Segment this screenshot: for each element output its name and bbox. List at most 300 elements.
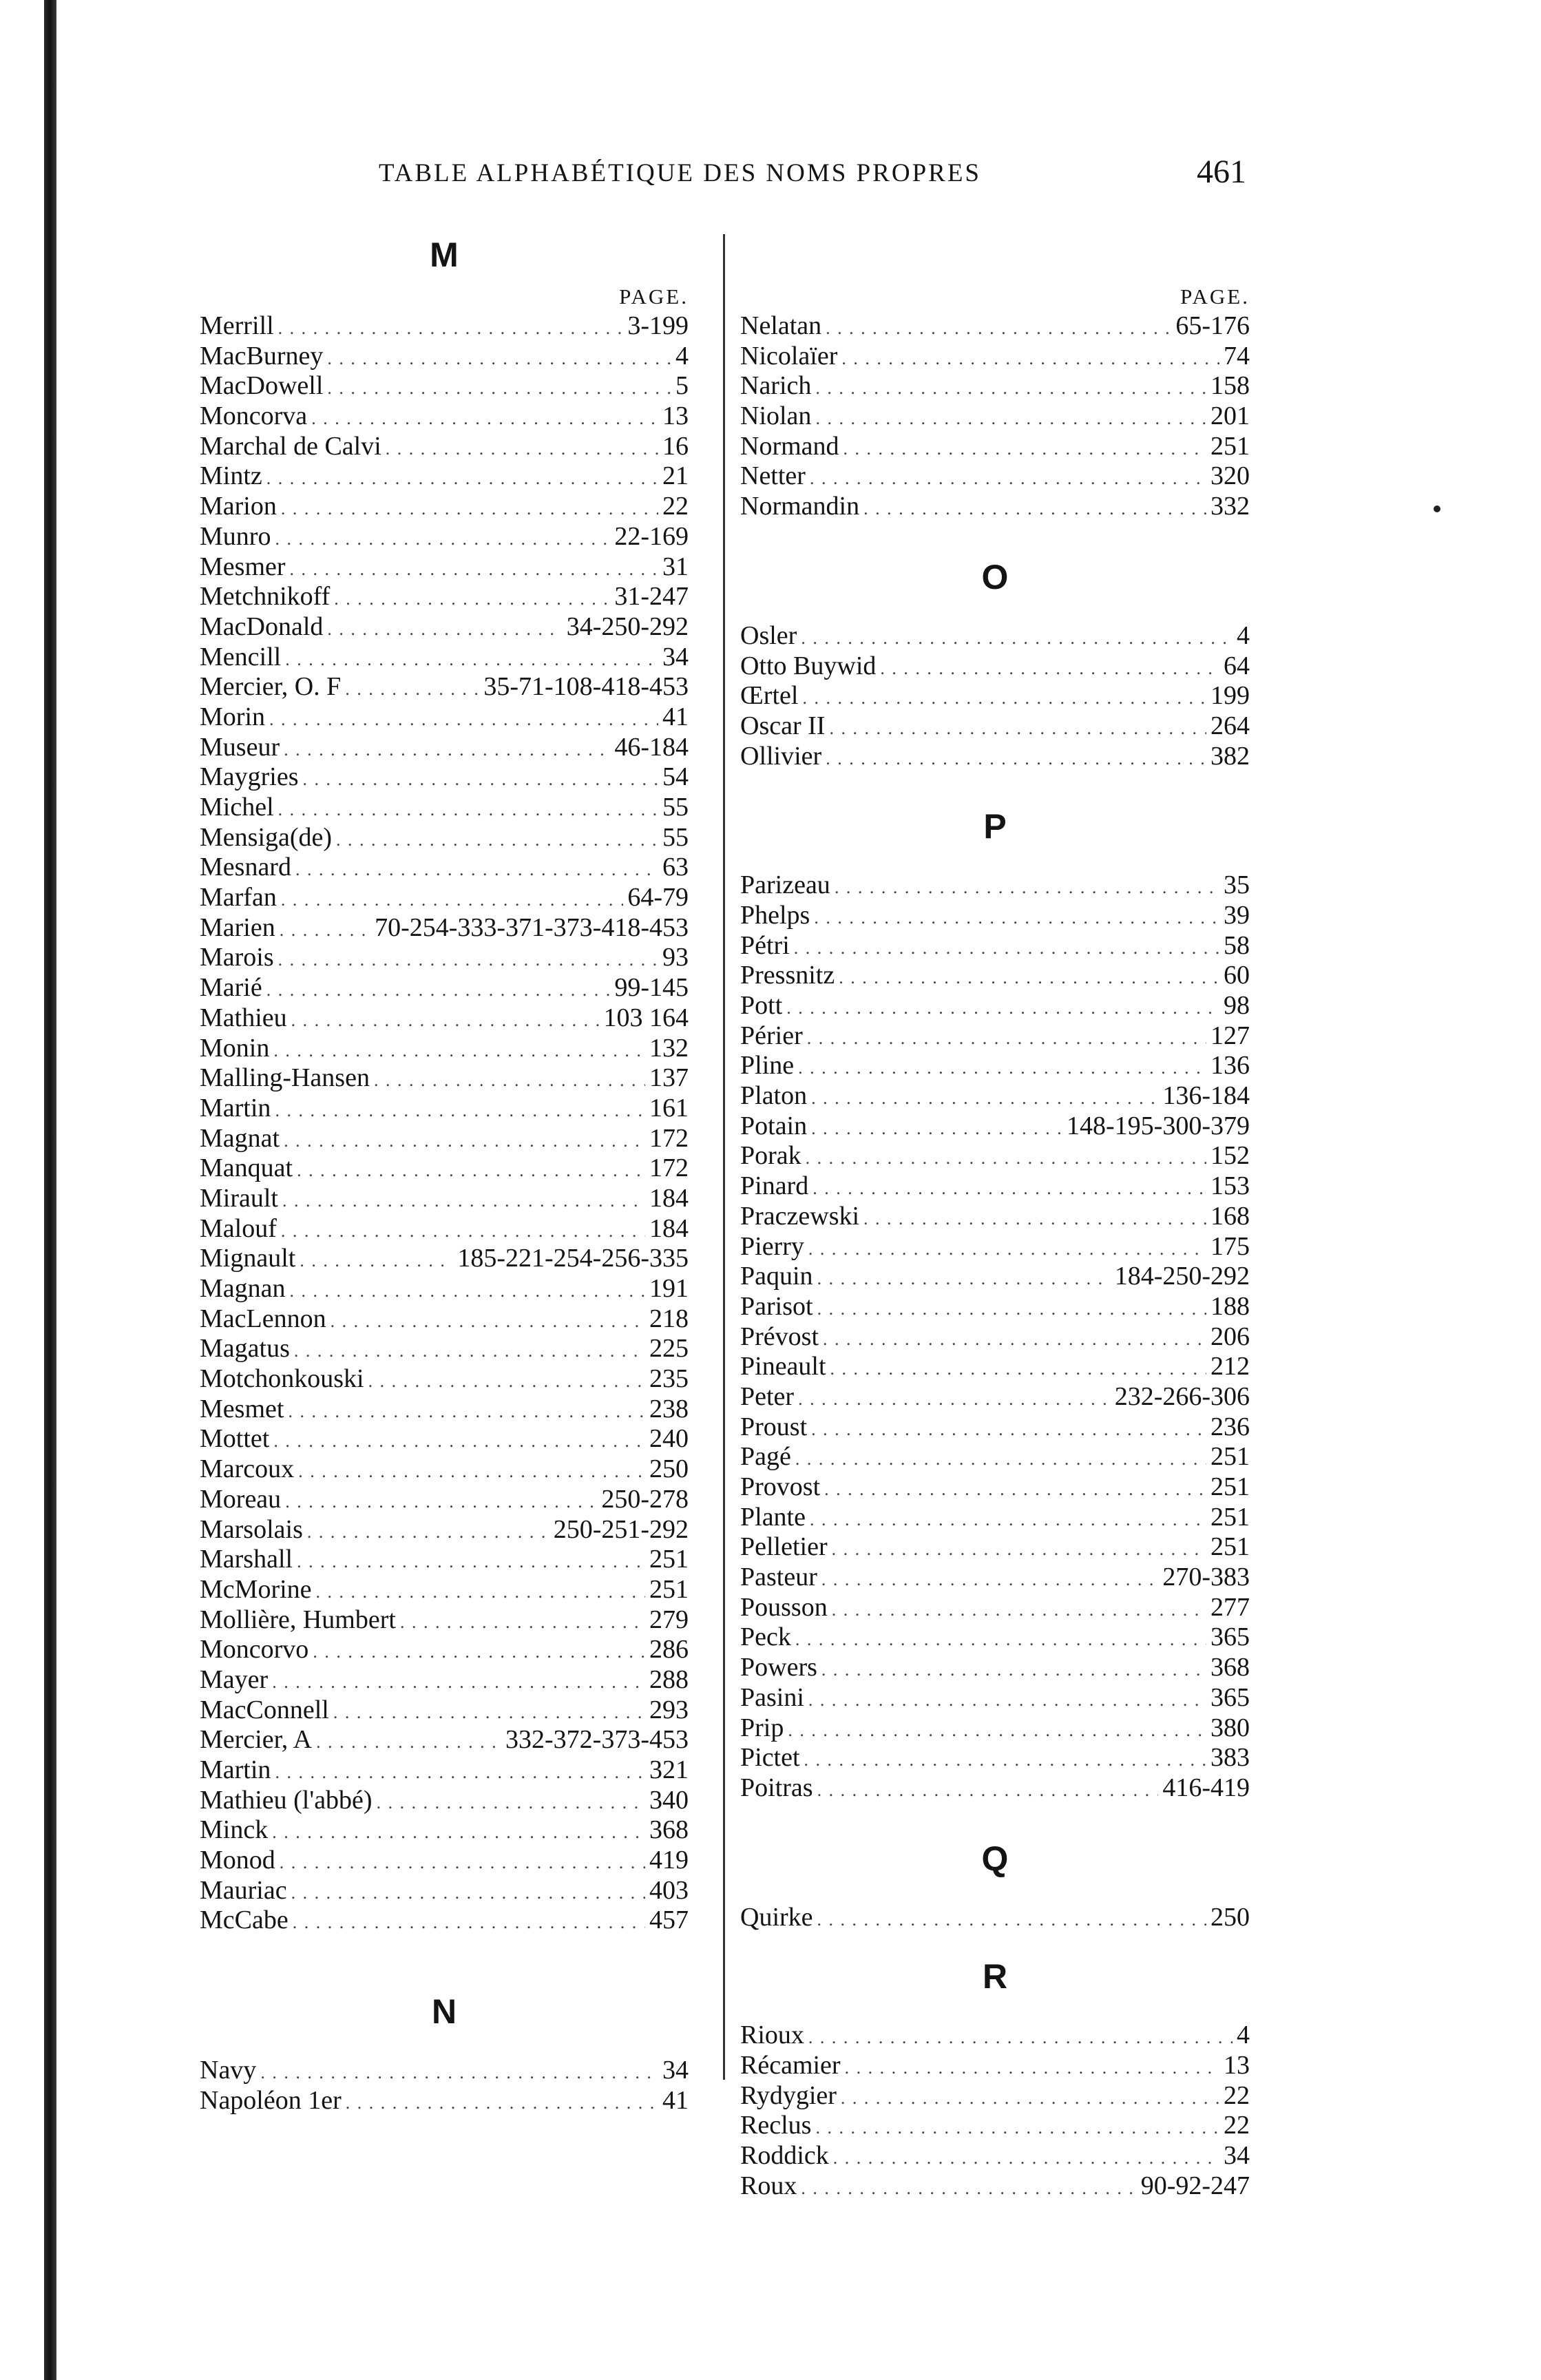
index-entry — [200, 1154, 689, 1184]
index-entry — [200, 1846, 689, 1876]
entry-pages: 251 — [1210, 1532, 1250, 1562]
index-entry — [200, 1725, 689, 1755]
dot-leader — [272, 1667, 645, 1698]
dot-leader — [808, 2023, 1233, 2053]
entry-name: Périer — [740, 1021, 803, 1050]
dot-leader — [835, 873, 1219, 903]
entry-pages: 31-247 — [614, 582, 689, 612]
entry-pages: 55 — [662, 793, 689, 822]
dot-leader — [833, 2143, 1219, 2173]
index-entry — [740, 1051, 1250, 1081]
dot-leader — [281, 494, 658, 524]
dot-leader — [285, 1487, 597, 1517]
entry-pages: 93 — [662, 943, 689, 972]
entry-name: Malouf — [200, 1213, 277, 1243]
entry-pages: 41 — [662, 2085, 689, 2115]
entry-name: Museur — [200, 732, 280, 762]
dot-leader — [334, 584, 610, 614]
entry-pages: 46-184 — [614, 732, 689, 762]
entry-name: Pierry — [740, 1231, 804, 1261]
index-entry — [740, 371, 1250, 401]
entry-name: Proust — [740, 1412, 808, 1441]
entry-pages: 41 — [662, 702, 689, 731]
dot-leader — [298, 1457, 645, 1487]
index-entry — [740, 2171, 1250, 2202]
entry-name: Pott — [740, 991, 783, 1020]
entry-name: Mirault — [200, 1183, 278, 1213]
index-entry — [740, 2051, 1250, 2081]
column-divider — [723, 234, 725, 2080]
entry-pages: 380 — [1210, 1713, 1250, 1742]
entry-pages: 64-79 — [627, 883, 689, 912]
index-entry — [200, 1304, 689, 1335]
index-entry — [200, 522, 689, 552]
index-entry — [200, 853, 689, 883]
index-entry — [740, 1232, 1250, 1262]
index-entry — [740, 401, 1250, 432]
dot-leader — [278, 795, 658, 825]
entry-pages: 34 — [662, 2056, 689, 2085]
index-entry — [740, 1622, 1250, 1653]
entry-name: Parizeau — [740, 870, 830, 900]
index-entry — [740, 1171, 1250, 1202]
entry-pages: 184-250-292 — [1114, 1262, 1250, 1291]
entry-name: Narich — [740, 371, 812, 401]
entry-pages: 279 — [649, 1605, 689, 1634]
index-entry — [740, 621, 1250, 651]
dot-leader — [275, 524, 610, 554]
index-entry — [200, 612, 689, 643]
index-entry — [740, 1141, 1250, 1171]
dot-leader — [807, 1023, 1206, 1054]
entry-name: Mottet — [200, 1424, 270, 1454]
page-binding-edge — [44, 0, 56, 2380]
index-entry — [200, 1515, 689, 1545]
dot-leader — [798, 1384, 1111, 1415]
entry-pages: 251 — [1210, 1442, 1250, 1472]
index-entry — [740, 1322, 1250, 1353]
dot-leader — [811, 1415, 1206, 1445]
entry-pages: 55 — [662, 822, 689, 852]
dot-leader — [295, 855, 658, 885]
index-entry — [200, 1364, 689, 1395]
entry-pages: 98 — [1224, 991, 1250, 1020]
dot-leader — [817, 1775, 1159, 1806]
index-entry — [740, 1743, 1250, 1773]
entry-pages: 90-92-247 — [1140, 2171, 1250, 2200]
entry-name: Malling-Hansen — [200, 1063, 370, 1093]
entry-name: Munro — [200, 521, 271, 551]
index-entry — [200, 1815, 689, 1846]
dot-leader — [275, 1096, 645, 1126]
entry-pages: 13 — [662, 401, 689, 431]
dot-leader — [297, 1156, 645, 1186]
index-entry — [200, 883, 689, 913]
entry-pages: 31 — [662, 552, 689, 581]
entry-pages: 64 — [1224, 651, 1250, 680]
entry-pages: 251 — [649, 1545, 689, 1574]
entry-name: Rydygier — [740, 2080, 837, 2110]
dot-leader — [845, 2053, 1219, 2083]
dot-leader — [795, 1625, 1206, 1655]
entry-name: Marchal de Calvi — [200, 431, 381, 461]
entry-pages: 34 — [1224, 2141, 1250, 2170]
dot-leader — [815, 404, 1206, 434]
entry-pages: 206 — [1210, 1322, 1250, 1351]
entry-pages: 99-145 — [614, 973, 689, 1003]
entry-pages: 172 — [649, 1154, 689, 1183]
index-entry — [200, 672, 689, 702]
dot-leader — [810, 463, 1206, 494]
dot-leader — [829, 713, 1206, 744]
index-entry — [200, 1094, 689, 1124]
entry-pages: 161 — [649, 1093, 689, 1123]
index-entry — [740, 1472, 1250, 1503]
entry-name: Marien — [200, 912, 275, 942]
entry-pages: 250 — [1210, 1902, 1250, 1932]
index-entry — [740, 2141, 1250, 2171]
dot-leader — [841, 344, 1219, 374]
entry-pages: 158 — [1210, 371, 1250, 401]
entry-name: Mathieu (l'abbé) — [200, 1785, 373, 1815]
entry-pages: 54 — [662, 762, 689, 792]
entry-pages: 34-250-292 — [566, 612, 689, 641]
index-entry — [200, 311, 689, 342]
dot-leader — [814, 903, 1219, 933]
index-entry — [200, 1665, 689, 1695]
entry-pages: 152 — [1210, 1141, 1250, 1171]
dot-leader — [291, 1005, 600, 1036]
entry-name: Potain — [740, 1111, 808, 1140]
index-entry — [740, 1352, 1250, 1382]
entry-name: Manquat — [200, 1154, 293, 1183]
index-entry — [200, 1063, 689, 1094]
entry-name: Mayer — [200, 1664, 269, 1694]
page-number: 461 — [1197, 154, 1246, 190]
entry-name: MacLennon — [200, 1304, 326, 1333]
ink-speck — [1434, 505, 1440, 512]
index-entry — [200, 371, 689, 401]
dot-leader — [826, 313, 1171, 344]
entry-name: Monod — [200, 1846, 275, 1875]
entry-name: Pasini — [740, 1682, 804, 1712]
entry-pages: 368 — [649, 1815, 689, 1845]
entry-pages: 235 — [649, 1364, 689, 1394]
dot-leader — [285, 645, 658, 675]
dot-leader — [374, 1065, 645, 1096]
entry-name: Peck — [740, 1622, 791, 1652]
entry-name: Normand — [740, 431, 839, 461]
index-entry — [200, 1124, 689, 1154]
entry-name: Roddick — [740, 2141, 829, 2170]
entry-name: Normandin — [740, 492, 860, 521]
index-entry — [740, 1773, 1250, 1804]
entry-name: Mathieu — [200, 1003, 287, 1032]
section-letter-p: P — [983, 807, 1007, 846]
entry-name: Metchnikoff — [200, 582, 331, 612]
index-entry — [740, 711, 1250, 742]
entry-name: Merrill — [200, 311, 274, 340]
entry-list-n — [200, 2056, 689, 2116]
entry-name: Moreau — [200, 1484, 282, 1514]
dot-leader — [278, 945, 658, 975]
dot-leader — [801, 2173, 1136, 2204]
dot-leader — [273, 1426, 645, 1457]
dot-leader — [821, 1565, 1158, 1595]
dot-leader — [280, 915, 370, 946]
entry-pages: 136-184 — [1162, 1081, 1250, 1111]
entry-name: Récamier — [740, 2050, 841, 2080]
entry-pages: 39 — [1224, 900, 1250, 930]
entry-name: Otto Buywid — [740, 651, 877, 680]
entry-name: MacBurney — [200, 341, 324, 370]
dot-leader — [313, 1637, 645, 1667]
index-entry — [740, 1532, 1250, 1563]
entry-pages: 457 — [649, 1906, 689, 1935]
index-entry — [740, 651, 1250, 682]
entry-pages: 137 — [649, 1063, 689, 1093]
dot-leader — [336, 825, 658, 855]
entry-name: Rioux — [740, 2021, 804, 2050]
page-column-label: PAGE. — [1180, 284, 1250, 309]
index-entry — [200, 762, 689, 793]
dot-leader — [266, 463, 658, 494]
entry-pages: 4 — [675, 341, 689, 370]
index-entry — [200, 582, 689, 612]
entry-name: Minck — [200, 1815, 269, 1845]
index-entry — [740, 2111, 1250, 2141]
dot-leader — [798, 1053, 1206, 1083]
entry-name: Pagé — [740, 1442, 791, 1472]
index-entry — [200, 1334, 689, 1364]
index-entry — [740, 1593, 1250, 1623]
entry-name: Morin — [200, 702, 265, 731]
entry-name: Marion — [200, 492, 277, 521]
entry-name: Pousson — [740, 1592, 828, 1622]
dot-leader — [281, 885, 624, 915]
entry-pages: 225 — [649, 1334, 689, 1364]
dot-leader — [795, 1444, 1206, 1474]
running-title: TABLE ALPHABÉTIQUE DES NOMS PROPRES — [379, 159, 982, 187]
dot-leader — [839, 963, 1219, 993]
dot-leader — [806, 1143, 1206, 1173]
dot-leader — [815, 2113, 1219, 2143]
entry-list-r — [740, 2021, 1250, 2201]
entry-pages: 5 — [675, 371, 689, 401]
entry-pages: 383 — [1210, 1743, 1250, 1773]
dot-leader — [280, 1848, 645, 1878]
dot-leader — [794, 933, 1219, 963]
dot-leader — [311, 404, 658, 434]
dot-leader — [817, 1294, 1206, 1324]
entry-name: Mensiga(de) — [200, 822, 333, 852]
entry-pages: 3-199 — [627, 311, 689, 340]
index-entry — [740, 901, 1250, 931]
entry-name: Mercier, A — [200, 1725, 313, 1755]
dot-leader — [863, 1204, 1206, 1234]
index-entry — [200, 913, 689, 943]
dot-leader — [811, 1114, 1062, 1144]
entry-pages: 168 — [1210, 1201, 1250, 1231]
entry-pages: 419 — [649, 1846, 689, 1875]
dot-leader — [297, 1547, 645, 1577]
dot-leader — [377, 1788, 645, 1818]
entry-pages: 416-419 — [1162, 1773, 1250, 1802]
index-entry — [740, 2021, 1250, 2051]
entry-pages: 175 — [1210, 1231, 1250, 1261]
entry-name: Peter — [740, 1381, 795, 1411]
dot-leader — [266, 975, 611, 1005]
dot-leader — [293, 1908, 645, 1938]
index-entry — [740, 2081, 1250, 2111]
entry-list-o — [740, 621, 1250, 771]
dot-leader — [288, 1397, 645, 1427]
entry-pages: 236 — [1210, 1412, 1250, 1441]
index-entry — [740, 492, 1250, 522]
entry-pages: 264 — [1210, 711, 1250, 740]
index-entry — [740, 931, 1250, 961]
dot-leader — [284, 1126, 645, 1156]
index-entry — [740, 1111, 1250, 1142]
entry-pages: 199 — [1210, 681, 1250, 711]
index-entry — [200, 1244, 689, 1274]
index-entry — [740, 1202, 1250, 1232]
dot-leader — [808, 1685, 1206, 1715]
entry-pages: 232-266-306 — [1114, 1381, 1250, 1411]
dot-leader — [880, 654, 1219, 684]
dot-leader — [300, 1246, 453, 1276]
entry-name: MacDonald — [200, 612, 324, 641]
dot-leader — [863, 494, 1206, 524]
dot-leader — [333, 1698, 645, 1728]
index-entry — [200, 2056, 689, 2086]
entry-name: Pline — [740, 1051, 795, 1081]
entry-pages: 332-372-373-453 — [505, 1725, 689, 1755]
index-entry — [200, 1545, 689, 1575]
index-entry — [200, 1003, 689, 1034]
entry-pages: 191 — [649, 1274, 689, 1303]
entry-name: Moncorvo — [200, 1635, 309, 1664]
dot-leader — [788, 1715, 1206, 1746]
entry-pages: 153 — [1210, 1171, 1250, 1201]
entry-pages: 184 — [649, 1213, 689, 1243]
entry-name: Marié — [200, 973, 262, 1003]
entry-pages: 21 — [662, 461, 689, 491]
entry-list-m — [200, 311, 689, 1936]
index-entry — [740, 1292, 1250, 1322]
entry-name: Pineault — [740, 1352, 826, 1381]
index-entry — [200, 702, 689, 733]
entry-pages: 286 — [649, 1635, 689, 1664]
index-entry — [740, 961, 1250, 991]
dot-leader — [284, 735, 610, 765]
index-entry — [740, 991, 1250, 1021]
entry-name: Nicolaïer — [740, 341, 838, 370]
dot-leader — [823, 1324, 1206, 1355]
dot-leader — [832, 1595, 1206, 1625]
index-entry — [200, 401, 689, 432]
index-entry — [200, 643, 689, 673]
entry-pages: 238 — [649, 1394, 689, 1423]
dot-leader — [830, 1354, 1206, 1384]
dot-leader — [294, 1336, 645, 1366]
entry-name: Mignault — [200, 1244, 296, 1273]
entry-pages: 250-251-292 — [553, 1514, 689, 1544]
entry-pages: 103 164 — [603, 1003, 689, 1032]
entry-name: Maygries — [200, 762, 299, 792]
dot-leader — [281, 1216, 645, 1246]
entry-name: Motchonkouski — [200, 1364, 364, 1394]
entry-pages: 136 — [1210, 1051, 1250, 1081]
entry-name: McCabe — [200, 1906, 289, 1935]
entry-name: Oscar II — [740, 711, 826, 740]
entry-name: MacConnell — [200, 1695, 329, 1724]
dot-leader — [290, 1276, 645, 1306]
dot-leader — [307, 1517, 549, 1547]
index-entry — [200, 823, 689, 853]
entry-pages: 403 — [649, 1875, 689, 1905]
index-entry — [200, 1034, 689, 1064]
entry-name: Pelletier — [740, 1532, 828, 1562]
index-column-right — [740, 227, 1250, 2201]
entry-name: Poitras — [740, 1773, 813, 1802]
index-entry — [200, 1575, 689, 1605]
entry-pages: 35-71-108-418-453 — [483, 672, 689, 702]
dot-leader — [269, 704, 658, 735]
entry-name: Powers — [740, 1653, 817, 1682]
index-entry — [200, 432, 689, 462]
entry-name: Mintz — [200, 461, 262, 491]
entry-name: Prip — [740, 1713, 784, 1742]
index-entry — [200, 733, 689, 763]
dot-leader — [327, 373, 671, 404]
dot-leader — [290, 554, 658, 585]
entry-pages: 148-195-300-379 — [1067, 1111, 1250, 1140]
entry-pages: 340 — [649, 1785, 689, 1815]
dot-leader — [346, 2088, 658, 2118]
dot-leader — [303, 764, 658, 795]
entry-pages: 16 — [662, 431, 689, 461]
entry-name: Mesmet — [200, 1394, 284, 1423]
dot-leader — [368, 1366, 645, 1397]
entry-pages: 22 — [662, 492, 689, 521]
entry-name: Phelps — [740, 900, 810, 930]
entry-pages: 332 — [1210, 492, 1250, 521]
entry-name: Roux — [740, 2171, 797, 2200]
entry-name: Michel — [200, 793, 274, 822]
entry-name: Marfan — [200, 883, 277, 912]
section-letter-r: R — [982, 1957, 1008, 1996]
dot-leader — [400, 1607, 645, 1638]
section-letter-m: M — [430, 236, 459, 274]
entry-name: Praczewski — [740, 1201, 860, 1231]
index-entry — [740, 742, 1250, 772]
section-letter-n: N — [431, 1992, 457, 2032]
entry-name: Magnan — [200, 1274, 286, 1303]
entry-name: Porak — [740, 1141, 801, 1171]
entry-name: Napoléon 1er — [200, 2085, 342, 2115]
index-entry — [200, 1755, 689, 1786]
entry-list-q — [740, 1903, 1250, 1933]
entry-pages: 35 — [1224, 870, 1250, 900]
entry-name: Moncorva — [200, 401, 308, 431]
index-entry — [200, 1424, 689, 1454]
dot-leader — [260, 2058, 658, 2088]
index-entry — [200, 1635, 689, 1665]
entry-pages: 127 — [1210, 1021, 1250, 1050]
index-entry — [740, 1713, 1250, 1744]
entry-name: Martin — [200, 1093, 271, 1123]
